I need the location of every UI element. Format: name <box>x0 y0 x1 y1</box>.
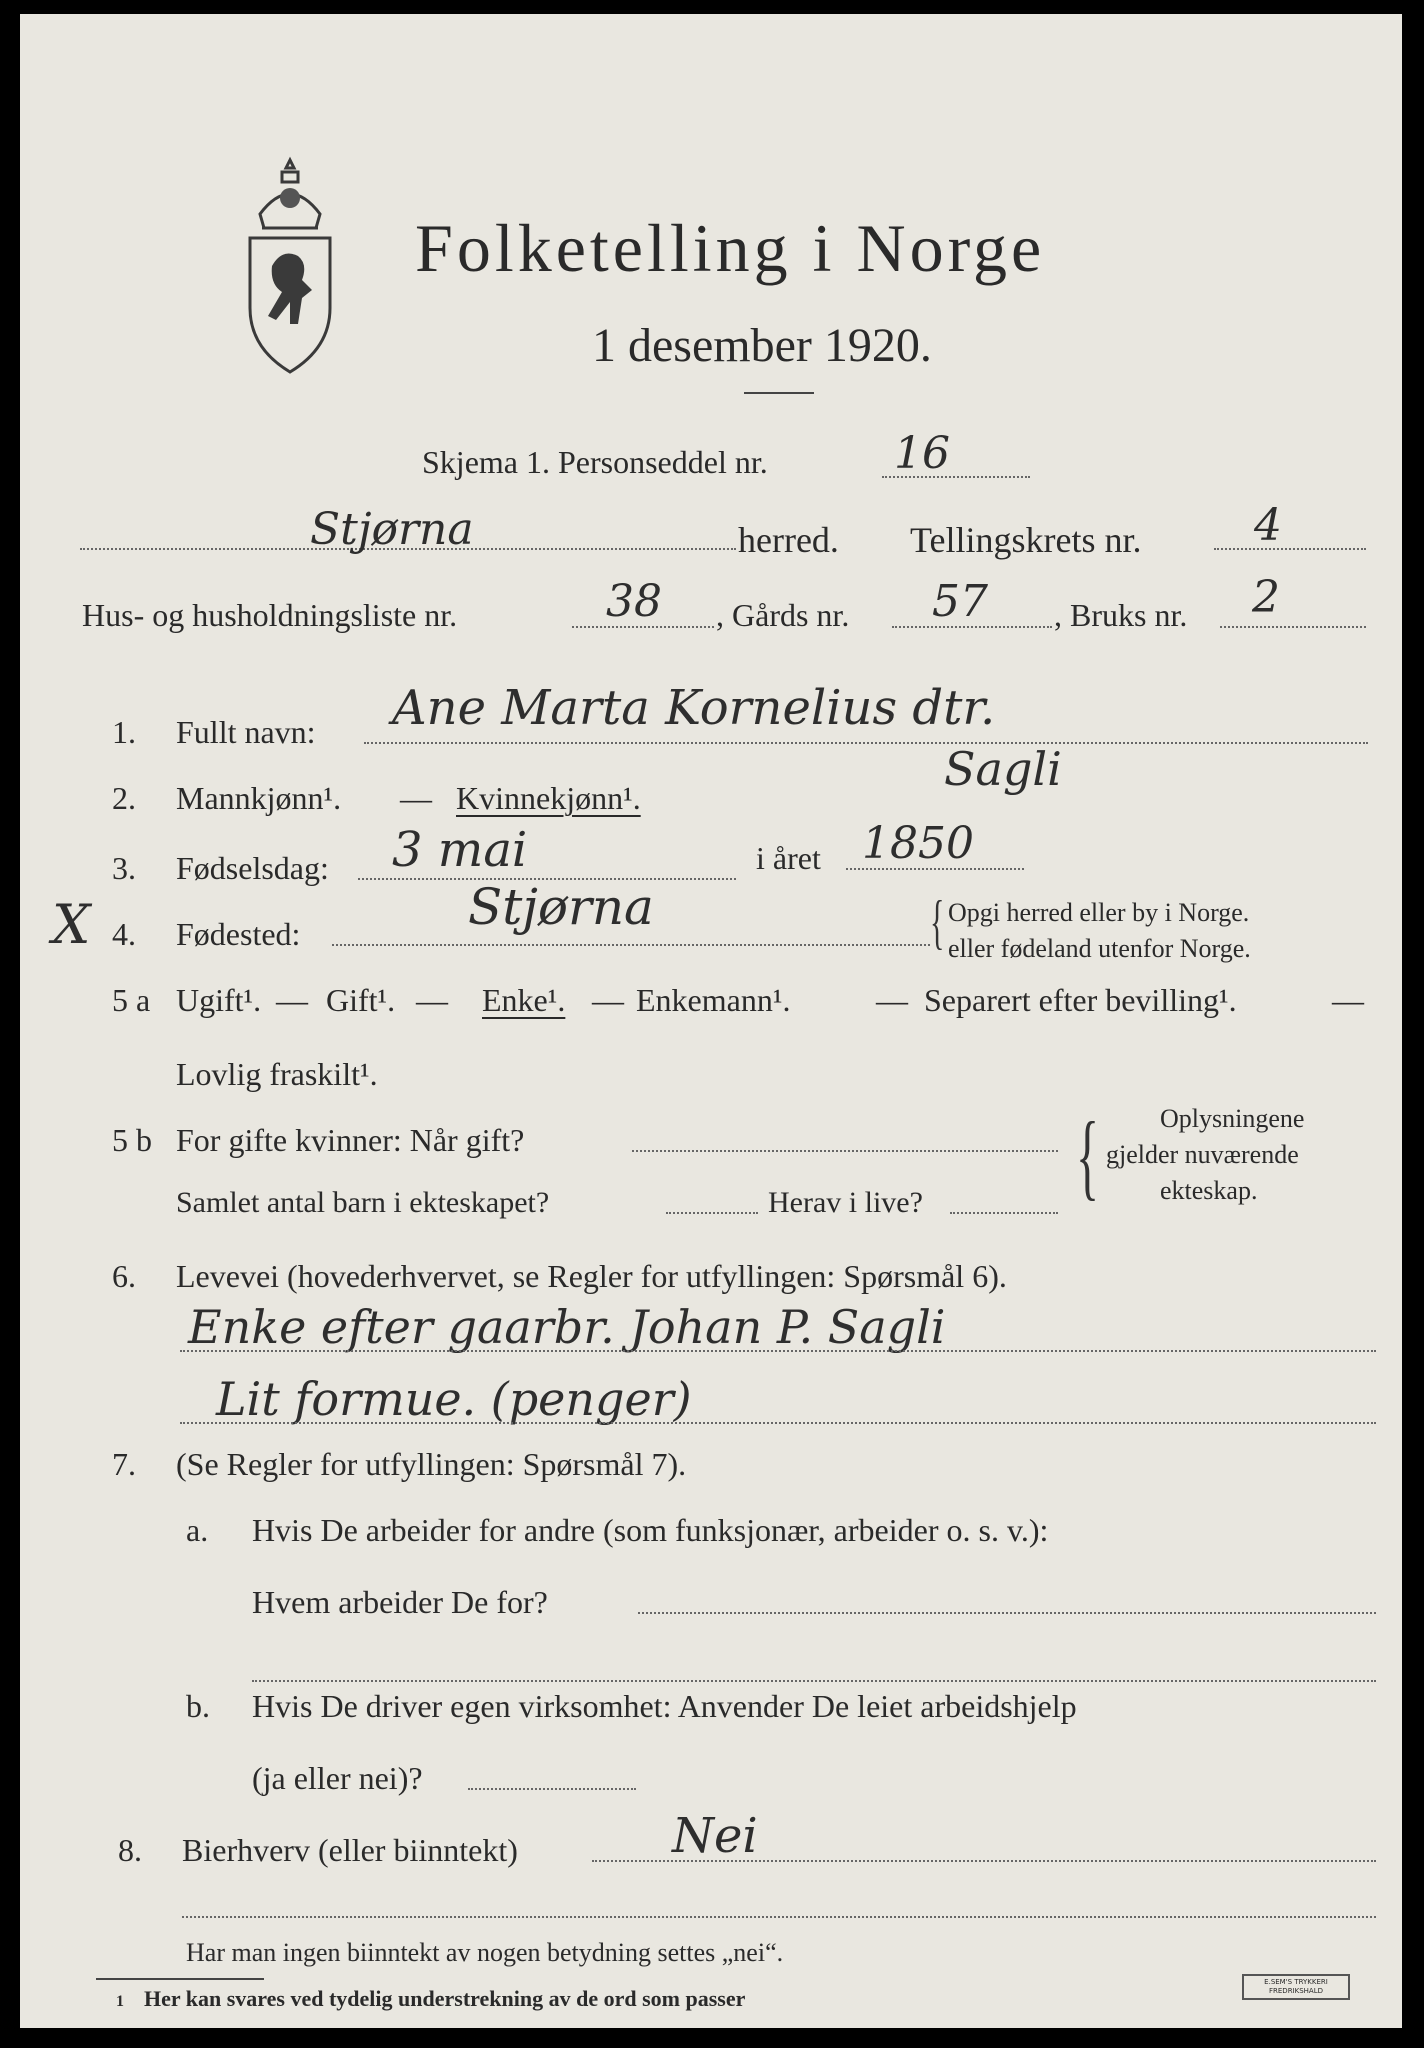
q7a-text: Hvis De arbeider for andre (som funksjonær, arbeider o. s. v.): <box>252 1512 1049 1548</box>
printer-mark: E.SEM'S TRYKKERI FREDRIKSHALD <box>1242 1974 1350 2000</box>
q5a-dash-2: — <box>416 982 448 1018</box>
q5a-number: 5 a <box>112 982 151 1018</box>
q5b-note-2: gjelder nuværende <box>1106 1140 1299 1169</box>
q3-year-label: i året <box>756 840 821 876</box>
q4-line <box>332 944 930 946</box>
q7-number: 7. <box>112 1446 136 1482</box>
q6-line-1 <box>180 1350 1376 1352</box>
q8-number: 8. <box>118 1832 142 1868</box>
q4-margin-mark: X <box>52 893 91 956</box>
q5a-fraskilt: Lovlig fraskilt¹. <box>176 1056 378 1092</box>
census-date: 1 desember 1920. <box>592 319 932 372</box>
bruks-value: 2 <box>1252 572 1280 623</box>
q5b-live-label: Herav i live? <box>768 1186 923 1219</box>
q5a-enke: Enke¹. <box>482 982 566 1018</box>
coat-of-arms-icon <box>242 154 338 376</box>
q2-female: Kvinnekjønn¹. <box>456 780 641 816</box>
q5b-barn-line <box>666 1212 758 1214</box>
tellingskrets-value: 4 <box>1254 500 1282 551</box>
q7b-line <box>468 1788 636 1790</box>
herred-value: Stjørna <box>310 504 474 555</box>
q3-number: 3. <box>112 850 136 886</box>
footer-note: Har man ingen biinntekt av nogen betydning settes „nei“. <box>186 1938 784 1967</box>
q6-line-2 <box>180 1422 1376 1424</box>
census-form-sheet <box>20 14 1402 2028</box>
q1-extra-surname: Sagli <box>944 742 1062 796</box>
q5b-number: 5 b <box>112 1122 152 1158</box>
gards-value: 57 <box>932 576 988 627</box>
q7a-question: Hvem arbeider De for? <box>252 1584 548 1620</box>
q1-value: Ane Marta Kornelius dtr. <box>392 680 996 736</box>
q5b-note-3: ekteskap. <box>1160 1176 1258 1205</box>
tellingskrets-line <box>1214 548 1366 550</box>
q6-label: Levevei (hovederhvervet, se Regler for utfyllingen: Spørsmål 6). <box>176 1258 1007 1294</box>
q7a-line-2 <box>252 1680 1376 1682</box>
q4-number: 4. <box>112 916 136 952</box>
q8-line-2 <box>182 1916 1376 1918</box>
footnote-mark: 1 <box>116 1993 124 2010</box>
q7b-number: b. <box>186 1688 210 1724</box>
footnote-text: Her kan svares ved tydelig understrekning av de ord som passer <box>144 1986 746 2011</box>
q7a-line-1 <box>638 1612 1376 1614</box>
q7b-text: Hvis De driver egen virksomhet: Anvender De leiet arbeidshjelp <box>252 1688 1077 1724</box>
q8-label: Bierhverv (eller biinntekt) <box>182 1832 518 1868</box>
q3-label: Fødselsdag: <box>176 850 329 886</box>
bruks-label: , Bruks nr. <box>1054 597 1188 633</box>
q5a-separert: Separert efter bevilling¹. <box>924 982 1237 1018</box>
personseddel-value: 16 <box>894 428 950 479</box>
q5a-gift: Gift¹. <box>326 982 396 1018</box>
q6-value-2: Lit formue. (penger) <box>216 1372 692 1426</box>
title-rule <box>744 392 814 394</box>
q7a-number: a. <box>186 1512 209 1548</box>
q5a-dash-3: — <box>592 982 624 1018</box>
gards-label: , Gårds nr. <box>716 597 850 633</box>
q4-value: Stjørna <box>468 878 654 936</box>
bruks-line <box>1220 626 1366 628</box>
husliste-label: Hus- og husholdningsliste nr. <box>82 597 458 633</box>
q2-male: Mannkjønn¹. <box>176 780 342 816</box>
q5b-barn-label: Samlet antal barn i ekteskapet? <box>176 1186 550 1219</box>
q5b-note-1: Oplysningene <box>1160 1104 1305 1133</box>
q5a-dash-4: — <box>876 982 908 1018</box>
q2-dash: — <box>400 780 432 816</box>
q1-number: 1. <box>112 714 136 750</box>
q2-number: 2. <box>112 780 136 816</box>
form-title: Folketelling i Norge <box>415 210 1046 286</box>
q3-value: 3 mai <box>392 822 528 878</box>
q4-note-line1: Opgi herred eller by i Norge. <box>948 898 1250 927</box>
q4-note-line2: eller fødeland utenfor Norge. <box>948 934 1251 963</box>
q5b-gift-line <box>632 1150 1058 1152</box>
q7b-question: (ja eller nei)? <box>252 1760 423 1796</box>
q7-label: (Se Regler for utfyllingen: Spørsmål 7). <box>176 1446 687 1482</box>
q1-line <box>364 742 1368 744</box>
q5a-dash-1: — <box>276 982 308 1018</box>
q5b-live-line <box>950 1212 1058 1214</box>
q5a-dash-5: — <box>1332 982 1364 1018</box>
tellingskrets-label: Tellingskrets nr. <box>910 520 1142 560</box>
q8-value: Nei <box>672 1808 758 1864</box>
q4-label: Fødested: <box>176 916 301 952</box>
footnote-rule <box>96 1978 264 1980</box>
skjema-label: Skjema 1. Personseddel nr. <box>422 444 768 480</box>
q5b-note-brace: { <box>1076 1102 1100 1209</box>
q3-year-value: 1850 <box>862 818 974 869</box>
husliste-value: 38 <box>606 576 662 627</box>
q5a-enkemann: Enkemann¹. <box>636 982 791 1018</box>
q4-note-brace: { <box>930 889 945 955</box>
q6-number: 6. <box>112 1258 136 1294</box>
q5b-label: For gifte kvinner: Når gift? <box>176 1122 525 1158</box>
q5a-ugift: Ugift¹. <box>176 982 262 1018</box>
herred-label: herred. <box>738 520 839 560</box>
q6-value-1: Enke efter gaarbr. Johan P. Sagli <box>188 1300 946 1354</box>
q1-label: Fullt navn: <box>176 714 316 750</box>
